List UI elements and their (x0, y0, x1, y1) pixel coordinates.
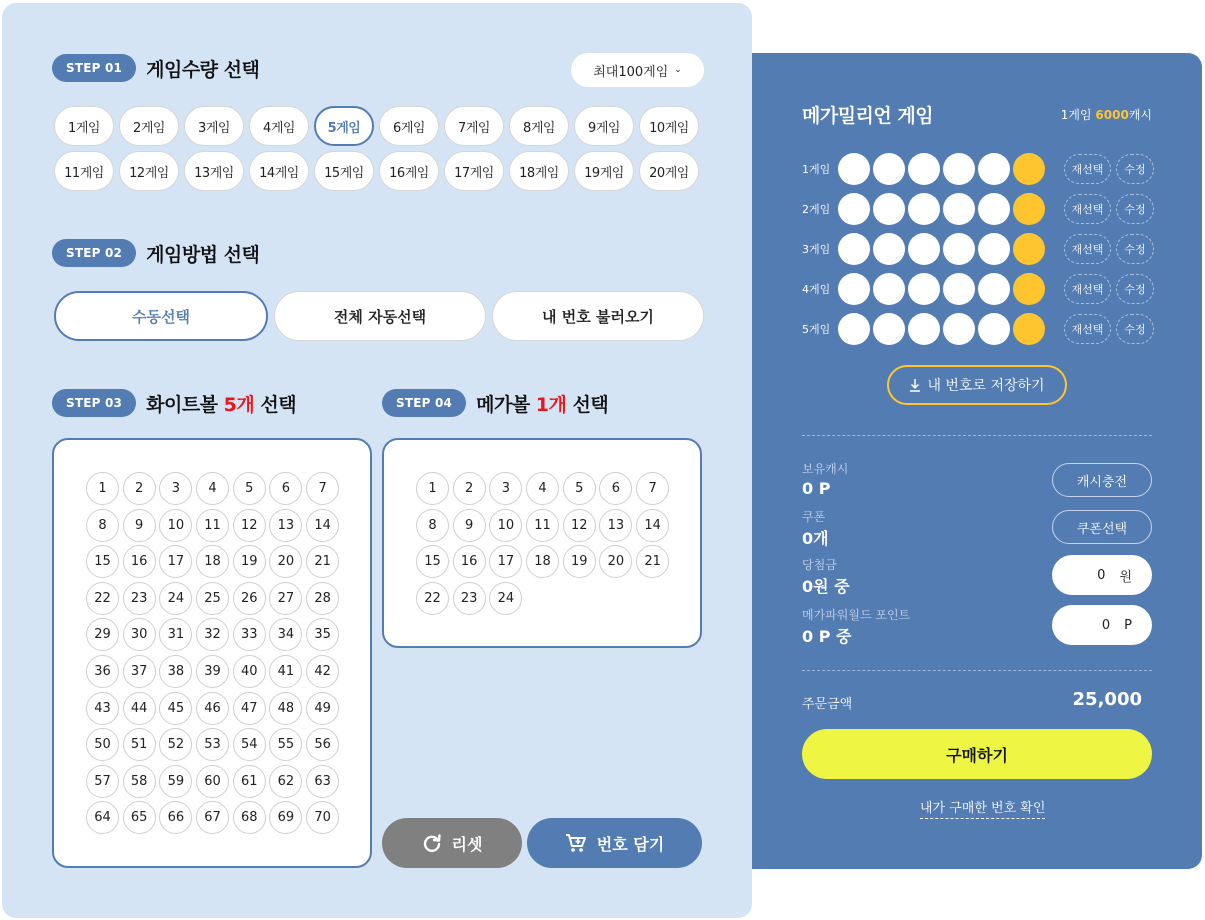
game-method-option[interactable]: 수동선택 (54, 291, 268, 341)
step4-badge: STEP 04 (382, 389, 466, 417)
save-my-numbers-button[interactable] (887, 365, 1067, 405)
game-count-option[interactable]: 6게임 (379, 106, 439, 146)
whiteball-number[interactable]: 62 (269, 765, 302, 798)
cash-charge-button[interactable]: 캐시충전 (1052, 463, 1152, 497)
whiteball-number[interactable]: 53 (196, 728, 229, 761)
megaball-slot (1013, 233, 1045, 265)
whiteball-number[interactable]: 49 (306, 692, 339, 725)
megaball-number[interactable]: 16 (453, 545, 486, 578)
megaball-number[interactable]: 23 (453, 582, 486, 615)
whiteball-number[interactable]: 57 (86, 765, 119, 798)
edit-button[interactable]: 수정 (1116, 314, 1154, 344)
whiteball-slot (873, 273, 905, 305)
whiteball-slot (943, 233, 975, 265)
points-input[interactable] (1052, 605, 1152, 645)
whiteball-number[interactable]: 39 (196, 655, 229, 688)
add-numbers-label: 번호 담기 (596, 834, 665, 854)
whiteball-number[interactable]: 40 (233, 655, 266, 688)
whiteball-number[interactable]: 8 (86, 509, 119, 542)
megaball-number[interactable]: 21 (636, 545, 669, 578)
order-amount-value: 25,000 (1072, 689, 1142, 710)
whiteball-number[interactable]: 50 (86, 728, 119, 761)
reselect-button[interactable]: 재선택 (1064, 274, 1111, 304)
whiteball-number[interactable]: 54 (233, 728, 266, 761)
whiteball-slot (838, 313, 870, 345)
panel-title: 메가밀리언 게임 (802, 105, 934, 127)
whiteball-number[interactable]: 25 (196, 582, 229, 615)
selection-panel (2, 3, 752, 918)
cash-label: 보유캐시 (802, 462, 849, 476)
whiteball-number[interactable]: 48 (269, 692, 302, 725)
step3-title-post: 선택 (254, 393, 297, 416)
megaball-number[interactable]: 24 (489, 582, 522, 615)
whiteball-slot (943, 153, 975, 185)
game-price-pre: 1게임 (1060, 108, 1096, 122)
whiteball-number[interactable]: 22 (86, 582, 119, 615)
whiteball-slot (873, 153, 905, 185)
whiteball-number[interactable]: 46 (196, 692, 229, 725)
whiteball-number[interactable]: 21 (306, 545, 339, 578)
points-value: 0 P 중 (802, 627, 852, 646)
step3-title-count: 5개 (223, 393, 255, 416)
game-count-option[interactable]: 9게임 (574, 106, 634, 146)
whiteball-number[interactable]: 9 (123, 509, 156, 542)
whiteball-slot (838, 193, 870, 225)
megaball-slot (1013, 193, 1045, 225)
whiteball-number[interactable]: 5 (233, 472, 266, 505)
step4-title (476, 390, 608, 417)
add-numbers-button[interactable] (527, 818, 702, 868)
megaball-slot (1013, 313, 1045, 345)
whiteball-number[interactable]: 4 (196, 472, 229, 505)
game-count-options (54, 106, 706, 191)
megaball-number[interactable]: 18 (526, 545, 559, 578)
game-count-option[interactable]: 11게임 (54, 151, 114, 191)
game-count-option[interactable]: 8게임 (509, 106, 569, 146)
whiteball-number[interactable]: 47 (233, 692, 266, 725)
cash-value: 0 P (802, 479, 831, 498)
whiteball-grid (86, 472, 339, 834)
game-count-option[interactable]: 14게임 (249, 151, 309, 191)
step1-badge: STEP 01 (52, 54, 136, 82)
game-price-value: 6000 (1095, 108, 1129, 122)
whiteball-slot (873, 193, 905, 225)
game-count-option[interactable]: 10게임 (639, 106, 699, 146)
whiteball-number[interactable]: 41 (269, 655, 302, 688)
megaball-slot (1013, 153, 1045, 185)
step2-header (52, 239, 259, 267)
whiteball-number[interactable]: 15 (86, 545, 119, 578)
game-price-unit: 캐시 (1128, 108, 1152, 122)
whiteball-slot (943, 273, 975, 305)
whiteball-number[interactable]: 43 (86, 692, 119, 725)
whiteball-number[interactable]: 14 (306, 509, 339, 542)
whiteball-number[interactable]: 65 (123, 801, 156, 834)
winnings-input-value: 0 (1097, 567, 1106, 583)
whiteball-slot (908, 233, 940, 265)
game-row (802, 232, 1154, 266)
game-row-label: 4게임 (802, 283, 831, 296)
whiteball-number[interactable]: 64 (86, 801, 119, 834)
whiteball-number[interactable]: 38 (159, 655, 192, 688)
whiteball-number[interactable]: 23 (123, 582, 156, 615)
game-count-option[interactable]: 13게임 (184, 151, 244, 191)
whiteball-number[interactable]: 67 (196, 801, 229, 834)
whiteball-number[interactable]: 69 (269, 801, 302, 834)
order-amount-label: 주문금액 (802, 697, 853, 712)
step3-title (146, 390, 296, 417)
whiteball-number[interactable]: 12 (233, 509, 266, 542)
whiteball-number[interactable]: 36 (86, 655, 119, 688)
game-count-option[interactable]: 18게임 (509, 151, 569, 191)
whiteball-number[interactable]: 68 (233, 801, 266, 834)
whiteball-number[interactable]: 63 (306, 765, 339, 798)
points-input-value: 0 (1101, 617, 1111, 633)
whiteball-slot (943, 313, 975, 345)
save-my-numbers-label: 내 번호로 저장하기 (927, 378, 1045, 394)
whiteball-slot (838, 233, 870, 265)
megaball-number[interactable]: 9 (453, 509, 486, 542)
megaball-number[interactable]: 8 (416, 509, 449, 542)
step4-title-count: 1개 (535, 393, 567, 416)
summary-panel (752, 53, 1202, 869)
megaball-number[interactable]: 15 (416, 545, 449, 578)
megaball-box (382, 438, 702, 648)
reselect-button[interactable]: 재선택 (1064, 154, 1111, 184)
points-unit: P (1124, 617, 1132, 633)
whiteball-number[interactable]: 55 (269, 728, 302, 761)
whiteball-number[interactable]: 66 (159, 801, 192, 834)
refresh-icon (422, 833, 442, 853)
whiteball-number[interactable]: 70 (306, 801, 339, 834)
whiteball-number[interactable]: 37 (123, 655, 156, 688)
step4-title-post: 선택 (566, 393, 609, 416)
reselect-button[interactable]: 재선택 (1064, 314, 1111, 344)
winnings-label: 당첨금 (802, 558, 837, 572)
chevron-down-icon: ⌄ (674, 65, 682, 75)
megaball-number[interactable]: 20 (599, 545, 632, 578)
megaball-number[interactable]: 7 (636, 472, 669, 505)
whiteball-number[interactable]: 28 (306, 582, 339, 615)
megaball-number[interactable]: 5 (563, 472, 596, 505)
whiteball-slot (978, 233, 1010, 265)
megaball-number[interactable]: 17 (489, 545, 522, 578)
whiteball-slot (873, 233, 905, 265)
megaball-number[interactable]: 6 (599, 472, 632, 505)
whiteball-slot (838, 273, 870, 305)
divider (802, 435, 1152, 436)
step2-badge: STEP 02 (52, 239, 136, 267)
whiteball-number[interactable]: 60 (196, 765, 229, 798)
megaball-number[interactable]: 14 (636, 509, 669, 542)
whiteball-number[interactable]: 58 (123, 765, 156, 798)
edit-button[interactable]: 수정 (1116, 274, 1154, 304)
game-count-option[interactable]: 17게임 (444, 151, 504, 191)
whiteball-number[interactable]: 30 (123, 618, 156, 651)
step1-title: 게임수량 선택 (146, 58, 260, 81)
whiteball-slot (908, 193, 940, 225)
megaball-number[interactable]: 12 (563, 509, 596, 542)
whiteball-number[interactable]: 13 (269, 509, 302, 542)
whiteball-number[interactable]: 42 (306, 655, 339, 688)
megaball-number[interactable]: 2 (453, 472, 486, 505)
coupon-value: 0개 (802, 529, 829, 548)
whiteball-slot (978, 193, 1010, 225)
whiteball-number[interactable]: 20 (269, 545, 302, 578)
game-method-option[interactable]: 전체 자동선택 (274, 291, 486, 341)
megaball-number[interactable]: 13 (599, 509, 632, 542)
step4-title-pre: 메가볼 (476, 393, 536, 416)
game-count-option[interactable]: 4게임 (249, 106, 309, 146)
whiteball-number[interactable]: 52 (159, 728, 192, 761)
step4-header (382, 389, 608, 417)
game-row-label: 3게임 (802, 243, 831, 256)
megaball-number[interactable]: 1 (416, 472, 449, 505)
whiteball-number[interactable]: 2 (123, 472, 156, 505)
whiteball-number[interactable]: 3 (159, 472, 192, 505)
game-row-label: 2게임 (802, 203, 831, 216)
game-count-option[interactable]: 16게임 (379, 151, 439, 191)
whiteball-number[interactable]: 31 (159, 618, 192, 651)
whiteball-slot (943, 193, 975, 225)
game-row (802, 152, 1154, 186)
megaball-number[interactable]: 22 (416, 582, 449, 615)
whiteball-slot (873, 313, 905, 345)
megaball-number[interactable]: 19 (563, 545, 596, 578)
whiteball-number[interactable]: 61 (233, 765, 266, 798)
step3-title-pre: 화이트볼 (146, 393, 224, 416)
step3-badge: STEP 03 (52, 389, 136, 417)
game-row (802, 192, 1154, 226)
whiteball-number[interactable]: 6 (269, 472, 302, 505)
whiteball-number[interactable]: 26 (233, 582, 266, 615)
game-count-option[interactable]: 19게임 (574, 151, 634, 191)
game-count-option[interactable]: 1게임 (54, 106, 114, 146)
download-icon (909, 378, 921, 392)
megaball-number[interactable]: 3 (489, 472, 522, 505)
max-game-select-value: 최대100게임 (593, 64, 669, 80)
game-count-option[interactable]: 3게임 (184, 106, 244, 146)
game-row (802, 312, 1154, 346)
max-game-select[interactable] (571, 53, 704, 87)
whiteball-number[interactable]: 24 (159, 582, 192, 615)
megaball-number[interactable]: 4 (526, 472, 559, 505)
game-count-option[interactable]: 12게임 (119, 151, 179, 191)
purchase-button[interactable]: 구매하기 (802, 729, 1152, 779)
game-method-option[interactable]: 내 번호 불러오기 (492, 291, 704, 341)
reset-label: 리셋 (451, 834, 483, 854)
game-count-option[interactable]: 5게임 (314, 106, 374, 146)
game-count-option[interactable]: 7게임 (444, 106, 504, 146)
edit-button[interactable]: 수정 (1116, 234, 1154, 264)
game-count-option[interactable]: 15게임 (314, 151, 374, 191)
whiteball-number[interactable]: 56 (306, 728, 339, 761)
whiteball-number[interactable]: 34 (269, 618, 302, 651)
winnings-unit: 원 (1119, 569, 1132, 585)
points-label: 메가파워월드 포인트 (802, 608, 911, 622)
winnings-input[interactable] (1052, 555, 1152, 595)
coupon-select-button[interactable]: 쿠폰선택 (1052, 510, 1152, 544)
reselect-button[interactable]: 재선택 (1064, 234, 1111, 264)
whiteball-number[interactable]: 51 (123, 728, 156, 761)
whiteball-slot (838, 153, 870, 185)
step2-title: 게임방법 선택 (146, 243, 260, 266)
whiteball-number[interactable]: 11 (196, 509, 229, 542)
game-count-option[interactable]: 2게임 (119, 106, 179, 146)
whiteball-number[interactable]: 32 (196, 618, 229, 651)
step1-header (52, 54, 259, 82)
whiteball-box (52, 438, 372, 868)
megaball-number[interactable]: 11 (526, 509, 559, 542)
game-row-label: 5게임 (802, 323, 831, 336)
game-price (1061, 106, 1152, 123)
whiteball-number[interactable]: 35 (306, 618, 339, 651)
game-row-label: 1게임 (802, 163, 831, 176)
cart-icon (565, 833, 587, 853)
coupon-label: 쿠폰 (802, 510, 826, 524)
reselect-button[interactable]: 재선택 (1064, 194, 1111, 224)
megaball-slot (1013, 273, 1045, 305)
whiteball-number[interactable]: 16 (123, 545, 156, 578)
whiteball-number[interactable]: 17 (159, 545, 192, 578)
whiteball-slot (908, 273, 940, 305)
whiteball-number[interactable]: 33 (233, 618, 266, 651)
whiteball-number[interactable]: 59 (159, 765, 192, 798)
whiteball-number[interactable]: 29 (86, 618, 119, 651)
step3-header (52, 389, 296, 417)
game-row (802, 272, 1154, 306)
whiteball-slot (978, 153, 1010, 185)
my-purchases-link[interactable]: 내가 구매한 번호 확인 (920, 797, 1045, 819)
megaball-grid (416, 472, 669, 615)
game-method-options (54, 291, 704, 341)
whiteball-number[interactable]: 44 (123, 692, 156, 725)
megaball-number[interactable]: 10 (489, 509, 522, 542)
whiteball-number[interactable]: 18 (196, 545, 229, 578)
whiteball-slot (978, 273, 1010, 305)
whiteball-slot (978, 313, 1010, 345)
winnings-value: 0원 중 (802, 577, 850, 596)
edit-button[interactable]: 수정 (1116, 194, 1154, 224)
edit-button[interactable]: 수정 (1116, 154, 1154, 184)
whiteball-number[interactable]: 7 (306, 472, 339, 505)
divider (802, 670, 1152, 671)
whiteball-number[interactable]: 10 (159, 509, 192, 542)
whiteball-number[interactable]: 19 (233, 545, 266, 578)
whiteball-slot (908, 153, 940, 185)
game-count-option[interactable]: 20게임 (639, 151, 699, 191)
whiteball-number[interactable]: 1 (86, 472, 119, 505)
reset-button[interactable] (382, 818, 522, 868)
whiteball-slot (908, 313, 940, 345)
whiteball-number[interactable]: 27 (269, 582, 302, 615)
whiteball-number[interactable]: 45 (159, 692, 192, 725)
